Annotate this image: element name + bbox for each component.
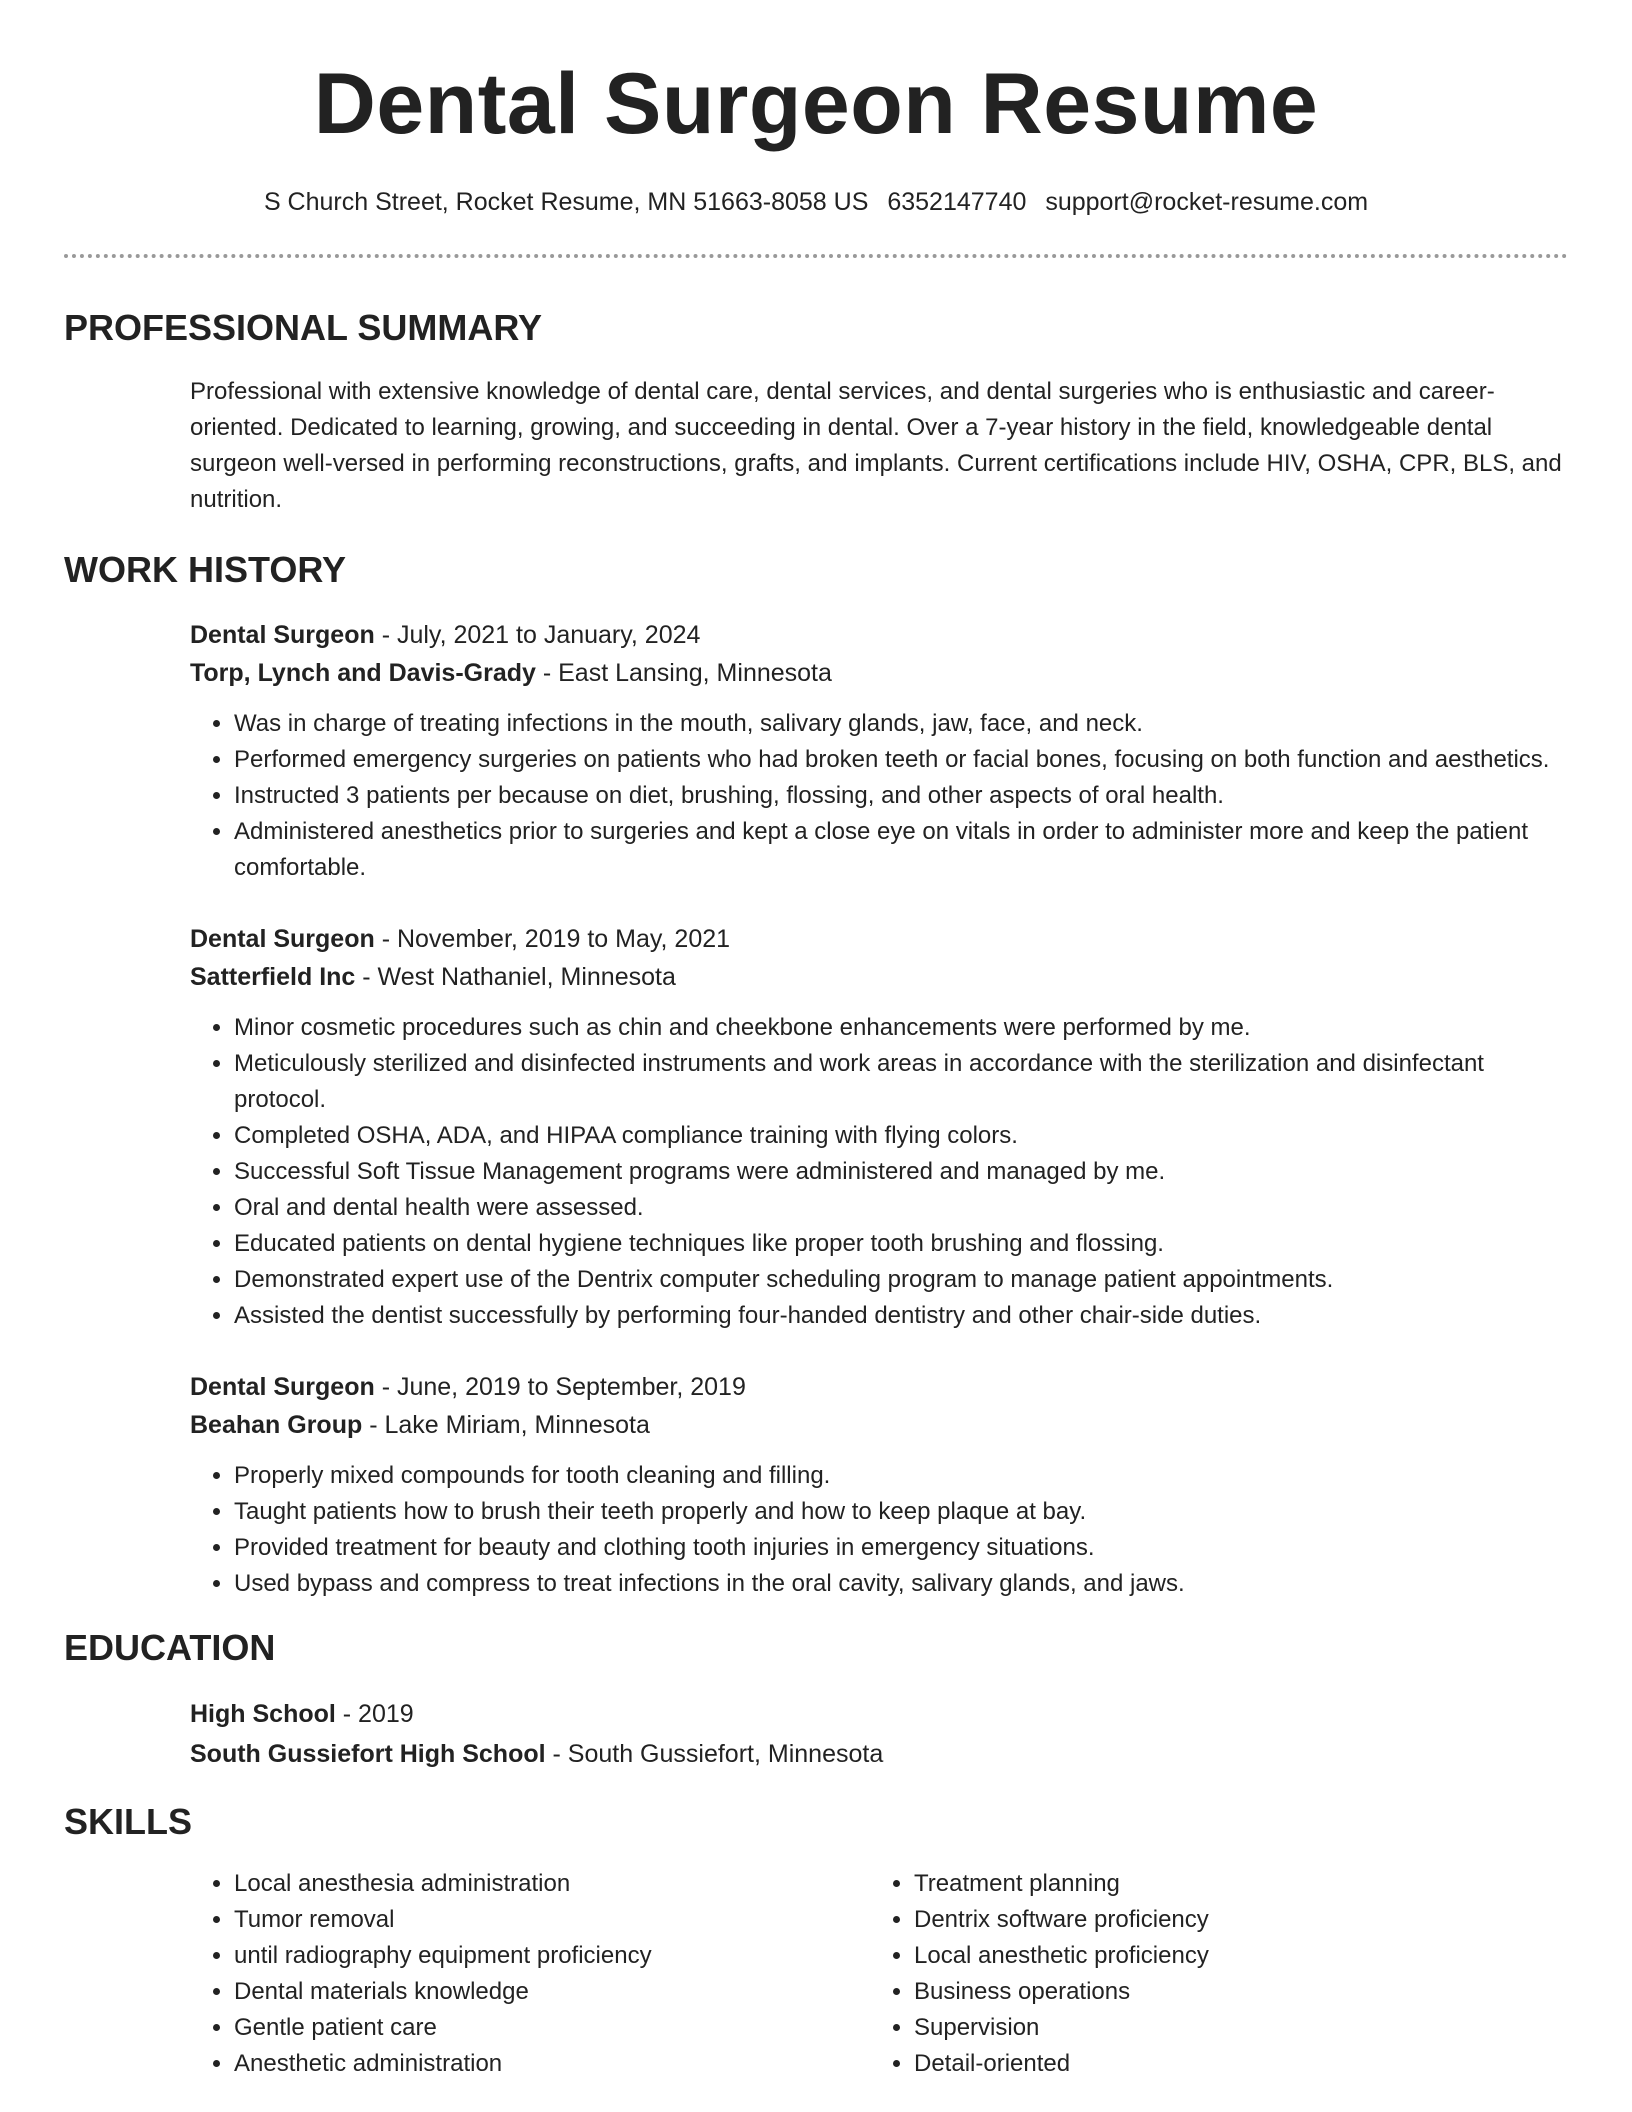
contact-line <box>64 184 1568 220</box>
job-bullets <box>190 706 1568 886</box>
job-role: Dental Surgeon <box>190 621 375 649</box>
skill-item: • Dental materials knowledge <box>234 1974 870 2010</box>
job-bullet: • Successful Soft Tissue Management programs were administered and managed by me. <box>234 1154 1568 1190</box>
skill-item: • until radiography equipment proficiency <box>234 1938 870 1974</box>
job-role: Dental Surgeon <box>190 1373 375 1401</box>
job-company: Beahan Group <box>190 1411 363 1439</box>
skill-item: • Local anesthesia administration <box>234 1866 870 1902</box>
job-role: Dental Surgeon <box>190 925 375 953</box>
skills-list <box>190 1866 1568 2082</box>
header-divider <box>64 254 1568 258</box>
skill-item: • Dentrix software proficiency <box>914 1902 1550 1938</box>
job-bullet: • Oral and dental health were assessed. <box>234 1190 1568 1226</box>
job-dates: - November, 2019 to May, 2021 <box>374 925 731 953</box>
education-degree-line <box>190 1694 1568 1734</box>
job-bullets <box>190 1458 1568 1602</box>
job-dates: - July, 2021 to January, 2024 <box>374 621 701 649</box>
job-bullet: • Educated patients on dental hygiene techniques like proper tooth brushing and flossing. <box>234 1226 1568 1262</box>
job-entry <box>190 616 1568 886</box>
job-dates: - June, 2019 to September, 2019 <box>374 1373 746 1401</box>
job-bullet: • Completed OSHA, ADA, and HIPAA compliance training with flying colors. <box>234 1118 1568 1154</box>
job-company-line <box>190 654 1568 692</box>
job-bullet: • Demonstrated expert use of the Dentrix computer scheduling program to manage patient appointments. <box>234 1262 1568 1298</box>
education-year: - 2019 <box>335 1700 414 1728</box>
job-entry <box>190 1368 1568 1602</box>
job-title-line <box>190 920 1568 958</box>
skills-heading: SKILLS <box>64 1801 193 1842</box>
resume-title: Dental Surgeon Resume <box>313 56 1319 152</box>
job-bullets <box>190 1010 1568 1334</box>
job-bullet: • Assisted the dentist successfully by performing four-handed dentistry and other chair-side duties. <box>234 1298 1568 1334</box>
job-company-line <box>190 1406 1568 1444</box>
skill-item: • Business operations <box>914 1974 1550 2010</box>
skills-column-left <box>190 1866 870 2082</box>
education-location: - South Gussiefort, Minnesota <box>545 1740 884 1768</box>
work-history-heading: WORK HISTORY <box>64 549 347 590</box>
skill-item: • Gentle patient care <box>234 2010 870 2046</box>
job-location: - East Lansing, Minnesota <box>535 659 832 687</box>
skill-item: • Supervision <box>914 2010 1550 2046</box>
education-degree: High School <box>190 1700 336 1728</box>
summary-text: Professional with extensive knowledge of dental care, dental services, and dental surgeries who is enthusiastic and career-oriented. Dedicated to learning, growing, and succeeding in dental. Over a 7-year history in the field, knowledgeable dental surgeon well-versed in performing reconstructions, grafts, and implants. Current certifications include HIV, OSHA, CPR, BLS, and nutrition. <box>190 378 1562 513</box>
contact-phone: 6352147740 <box>887 188 1027 216</box>
education-heading: EDUCATION <box>64 1627 276 1668</box>
skill-item: • Anesthetic administration <box>234 2046 870 2082</box>
skills-column-right <box>870 1866 1550 2082</box>
job-bullet: • Was in charge of treating infections in the mouth, salivary glands, jaw, face, and neck. <box>234 706 1568 742</box>
job-bullet: • Minor cosmetic procedures such as chin and cheekbone enhancements were performed by me. <box>234 1010 1568 1046</box>
skill-item: • Local anesthetic proficiency <box>914 1938 1550 1974</box>
job-bullet: • Instructed 3 patients per because on diet, brushing, flossing, and other aspects of oral health. <box>234 778 1568 814</box>
job-company-line <box>190 958 1568 996</box>
job-company: Torp, Lynch and Davis-Grady <box>190 659 536 687</box>
job-bullet: • Meticulously sterilized and disinfected instruments and work areas in accordance with the sterilization and disinfectant protocol. <box>234 1046 1568 1118</box>
summary-heading: PROFESSIONAL SUMMARY <box>64 307 543 348</box>
skill-item: • Tumor removal <box>234 1902 870 1938</box>
job-title-line <box>190 616 1568 654</box>
job-company: Satterfield Inc <box>190 963 356 991</box>
job-bullet: • Used bypass and compress to treat infections in the oral cavity, salivary glands, and jaws. <box>234 1566 1568 1602</box>
education-school: South Gussiefort High School <box>190 1740 546 1768</box>
contact-email: support@rocket-resume.com <box>1045 188 1369 216</box>
skill-item: • Treatment planning <box>914 1866 1550 1902</box>
education-school-line <box>190 1734 1568 1774</box>
contact-address: S Church Street, Rocket Resume, MN 51663-8058 US <box>263 188 869 216</box>
job-location: - Lake Miriam, Minnesota <box>362 1411 650 1439</box>
job-entry <box>190 920 1568 1334</box>
job-bullet: • Provided treatment for beauty and clothing tooth injuries in emergency situations. <box>234 1530 1568 1566</box>
job-location: - West Nathaniel, Minnesota <box>355 963 676 991</box>
job-bullet: • Properly mixed compounds for tooth cleaning and filling. <box>234 1458 1568 1494</box>
job-title-line <box>190 1368 1568 1406</box>
education-entry <box>190 1694 1568 1774</box>
job-bullet: • Performed emergency surgeries on patients who had broken teeth or facial bones, focusing on both function and aesthetics. <box>234 742 1568 778</box>
skill-item: • Detail-oriented <box>914 2046 1550 2082</box>
job-bullet: • Taught patients how to brush their teeth properly and how to keep plaque at bay. <box>234 1494 1568 1530</box>
job-bullet: • Administered anesthetics prior to surgeries and kept a close eye on vitals in order to administer more and keep the patient comfortable. <box>234 814 1568 886</box>
